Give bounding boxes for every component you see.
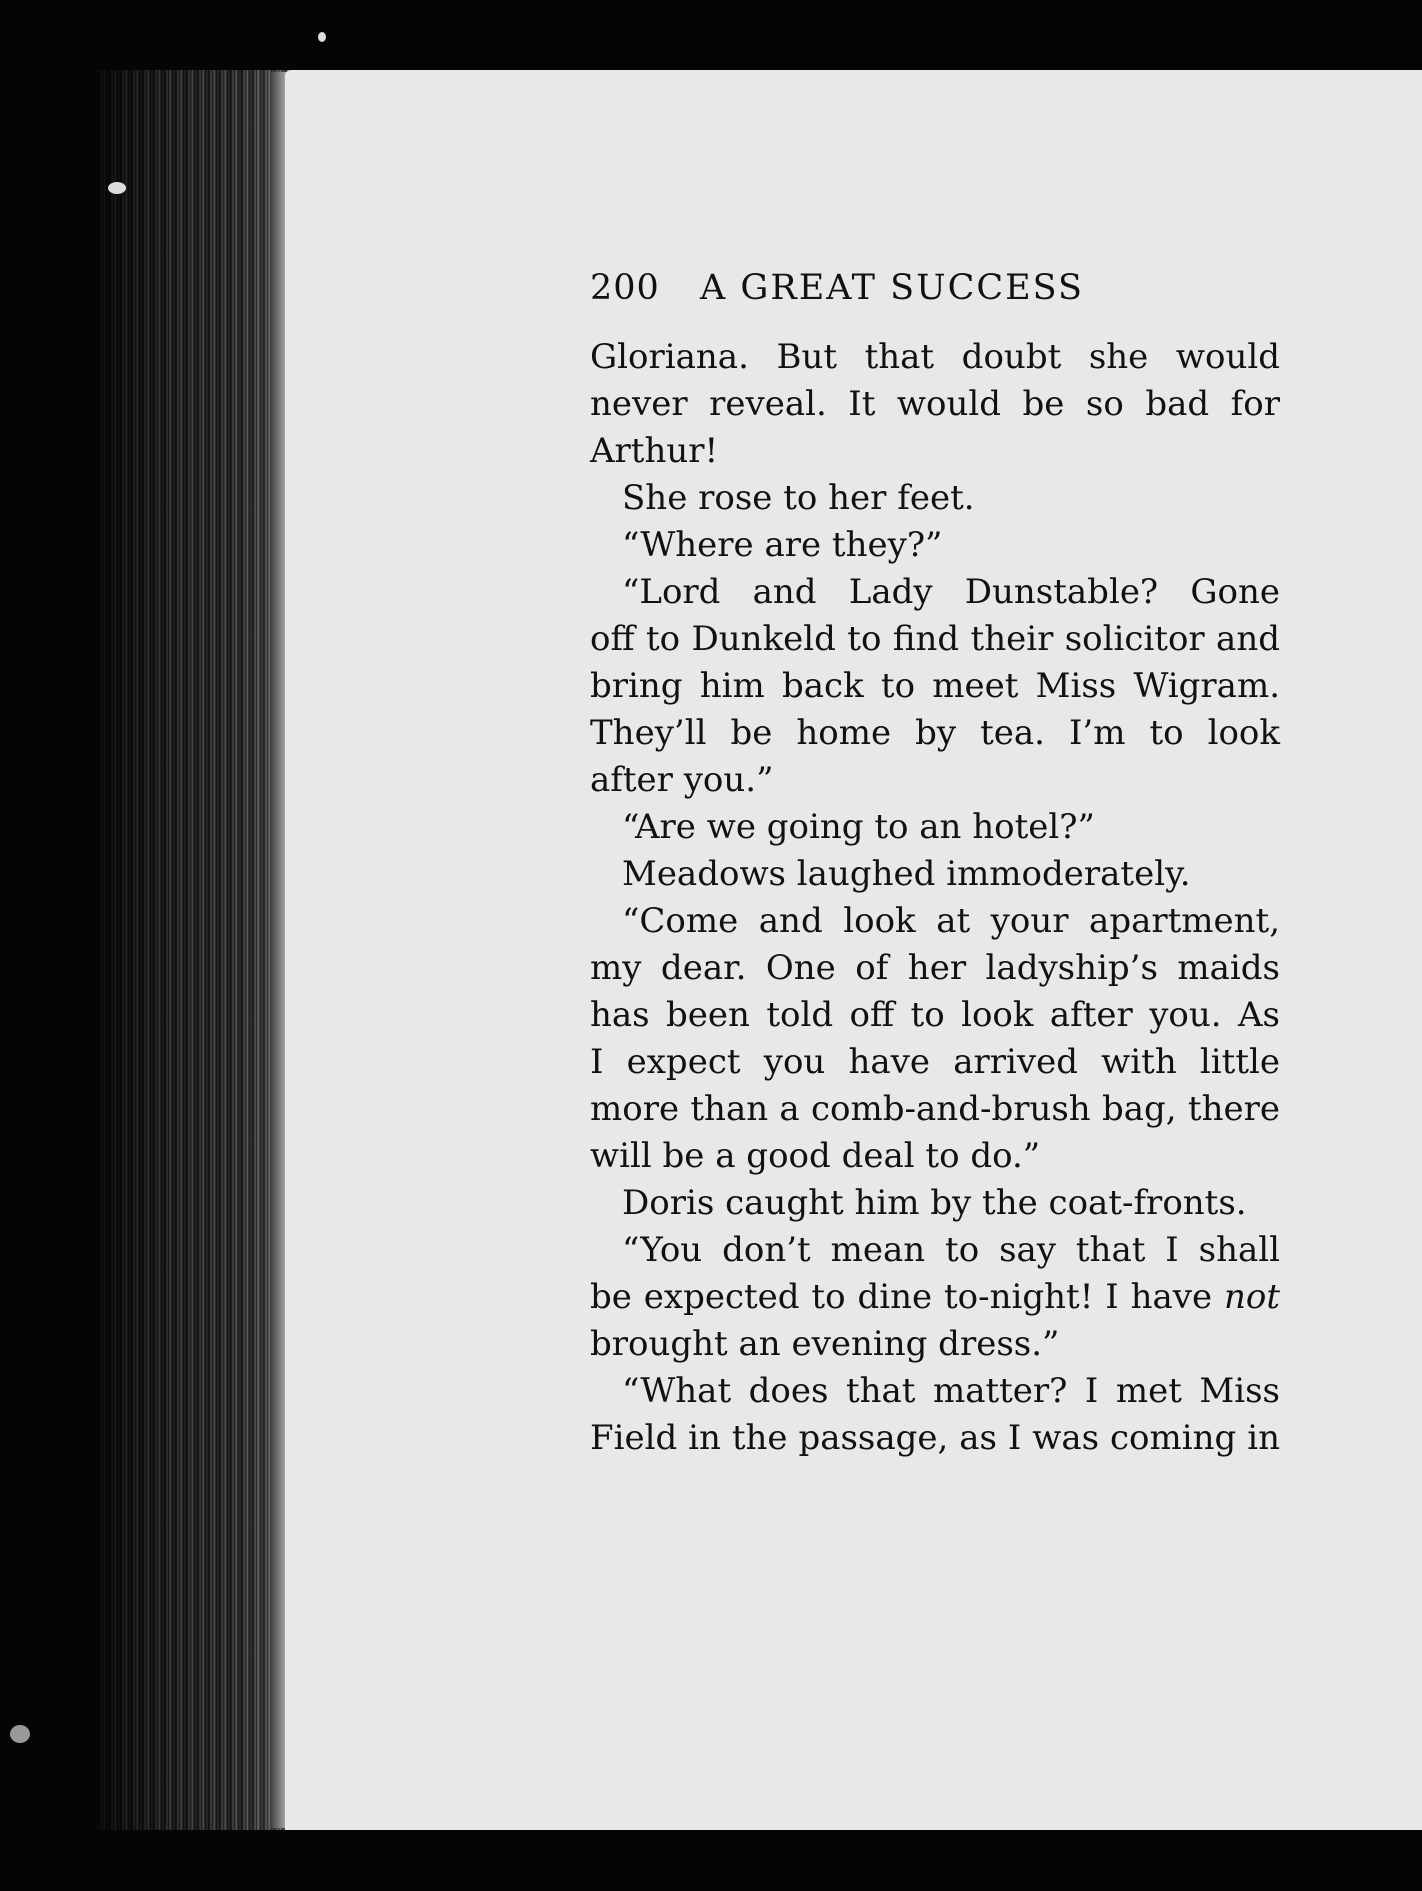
text-line: Meadows laughed immoderately.	[622, 854, 1191, 894]
text-line: has been told off to look after you. As	[590, 995, 1280, 1035]
text-line: “Where are they?”	[622, 525, 943, 565]
dust-speck	[318, 32, 326, 42]
running-head	[590, 268, 1280, 330]
text-line: Gloriana. But that doubt she would	[590, 337, 1280, 377]
text-line: “Lord and Lady Dunstable? Gone	[622, 572, 1280, 612]
spine-shadow	[95, 70, 290, 1830]
text-line: They’ll be home by tea. I’m to look	[590, 713, 1280, 753]
text-line: more than a comb-and-brush bag, there	[590, 1089, 1280, 1129]
text-line: I expect you have arrived with little	[590, 1042, 1280, 1082]
text-line: bring him back to meet Miss Wigram.	[590, 666, 1280, 706]
text-line: off to Dunkeld to find their solicitor and	[590, 619, 1280, 659]
running-title: A GREAT SUCCESS	[700, 268, 1085, 308]
text-line: “Come and look at your apartment,	[622, 901, 1280, 941]
text-line: brought an evening dress.”	[590, 1324, 1060, 1364]
text-line: Doris caught him by the coat-fronts.	[622, 1183, 1247, 1223]
text-line: my dear. One of her ladyship’s maids	[590, 948, 1280, 988]
text-line: “Are we going to an hotel?”	[622, 807, 1095, 847]
text-line: “What does that matter? I met Miss	[622, 1371, 1280, 1411]
dust-speck	[10, 1725, 30, 1743]
text-line: after you.”	[590, 760, 774, 800]
page-number: 200	[590, 268, 660, 308]
text-line: will be a good deal to do.”	[590, 1136, 1041, 1176]
text-line: never reveal. It would be so bad for	[590, 384, 1280, 424]
page-text	[590, 268, 1280, 1462]
text-line: Field in the passage, as I was coming in	[590, 1418, 1280, 1458]
text-line: “You don’t mean to say that I shall	[622, 1230, 1280, 1270]
dust-speck	[108, 182, 126, 194]
emphasis-word: not	[1223, 1277, 1280, 1317]
text-line: Arthur!	[590, 431, 719, 471]
text-line: She rose to her feet.	[622, 478, 975, 518]
text-line	[590, 1274, 1280, 1321]
text-line-part: be expected to dine to-night! I have	[590, 1277, 1213, 1317]
